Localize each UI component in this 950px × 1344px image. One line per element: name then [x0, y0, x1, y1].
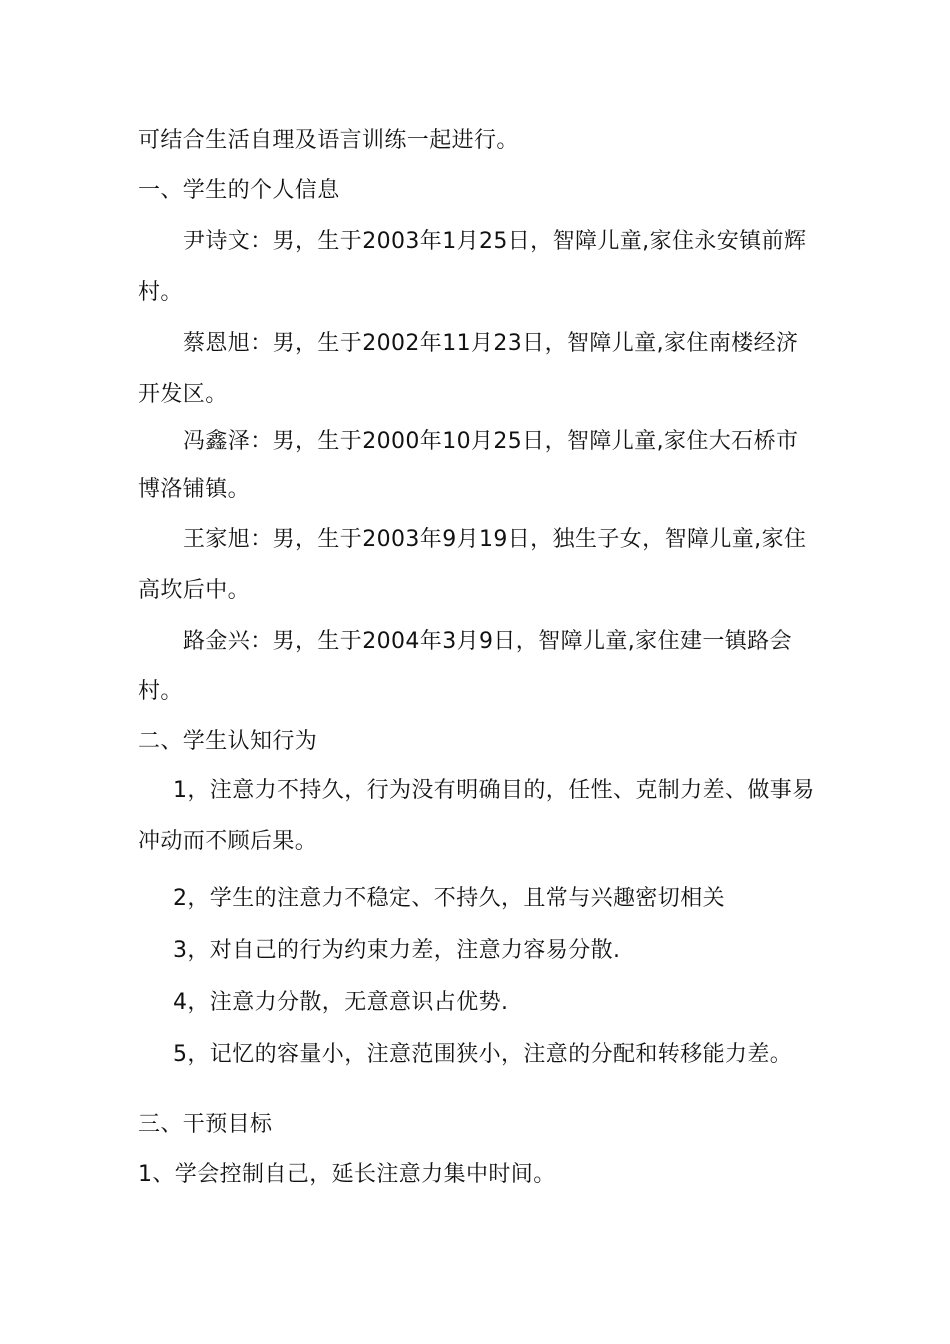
student-info-line: 开发区。 — [138, 382, 228, 407]
student-info-line: 博洛铺镇。 — [138, 477, 251, 502]
behavior-item: 2，学生的注意力不稳定、不持久，且常与兴趣密切相关 — [173, 886, 725, 911]
section-heading: 一、学生的个人信息 — [138, 178, 340, 203]
behavior-item: 冲动而不顾后果。 — [138, 829, 318, 854]
behavior-item: 3，对自己的行为约束力差，注意力容易分散. — [173, 938, 621, 963]
student-info-line: 蔡恩旭：男，生于2002年11月23日，智障儿童,家住南楼经济 — [183, 331, 799, 356]
behavior-item: 5，记忆的容量小，注意范围狭小，注意的分配和转移能力差。 — [173, 1042, 793, 1067]
section-heading: 三、干预目标 — [138, 1112, 273, 1137]
section-heading: 二、学生认知行为 — [138, 729, 318, 754]
behavior-item: 4，注意力分散，无意意识占优势. — [173, 990, 509, 1015]
student-info-line: 村。 — [138, 679, 183, 704]
student-info-line: 王家旭：男，生于2003年9月19日，独生子女，智障儿童,家住 — [183, 527, 807, 552]
student-info-line: 村。 — [138, 280, 183, 305]
paragraph-line: 可结合生活自理及语言训练一起进行。 — [138, 128, 519, 153]
student-info-line: 尹诗文：男，生于2003年1月25日，智障儿童,家住永安镇前辉 — [183, 229, 807, 254]
student-info-line: 冯鑫泽：男，生于2000年10月25日，智障儿童,家住大石桥市 — [183, 429, 799, 454]
goal-item: 1、学会控制自己，延长注意力集中时间。 — [138, 1162, 556, 1187]
student-info-line: 高坎后中。 — [138, 578, 251, 603]
behavior-item: 1，注意力不持久，行为没有明确目的，任性、克制力差、做事易 — [173, 778, 815, 803]
student-info-line: 路金兴：男，生于2004年3月9日，智障儿童,家住建一镇路会 — [183, 629, 792, 654]
